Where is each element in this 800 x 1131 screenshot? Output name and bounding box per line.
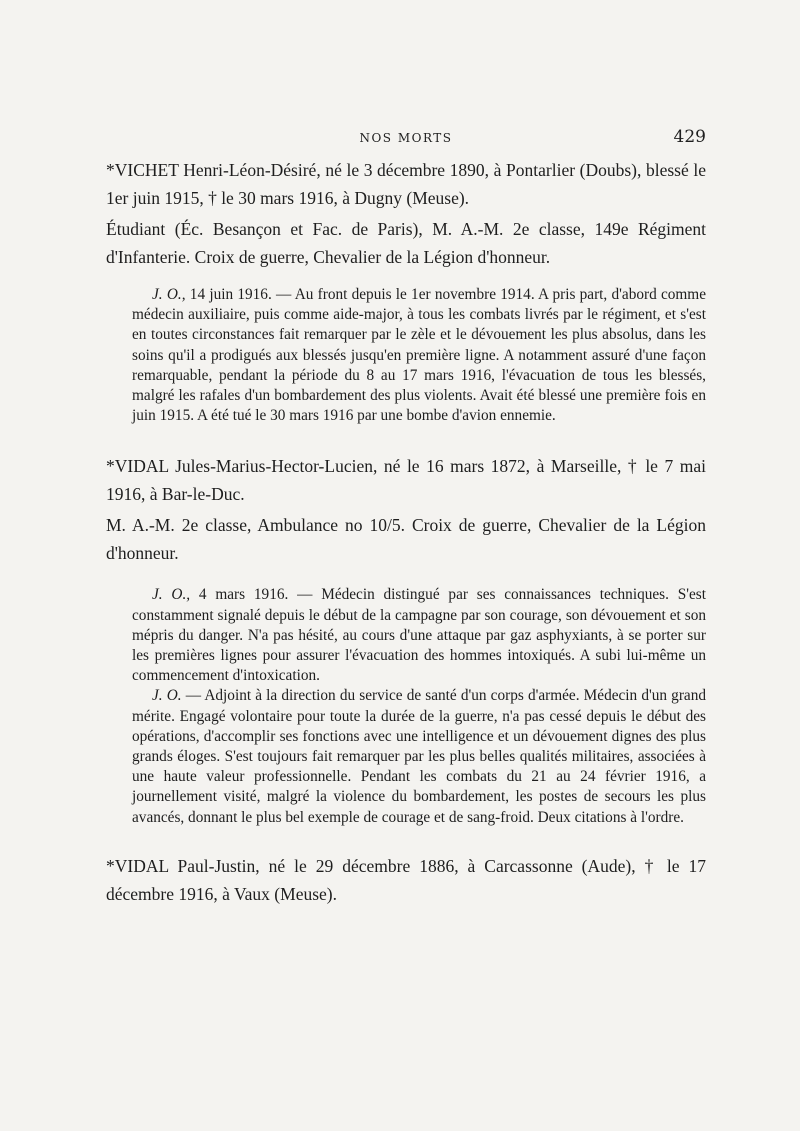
entry-heading (106, 452, 706, 508)
citation (132, 585, 706, 686)
citation (132, 285, 706, 426)
citation-source: J. O. (152, 687, 182, 705)
citation-text: — Adjoint à la direction du service de santé d'un corps d'armée. Médecin d'un grand mérite. Engagé volontaire pour toute la durée de la guerre, n'a pas cessé depuis le début des opérations, d'accomplir ses fonctions avec une intelligence et un dévouement dignes des plus grands éloges. S'est toujours fait remarquer par les plus belles qualités militaires, associées à une haute valeur professionnelle. Pendant les combats du 21 au 24 février 1916, a journellement visité, malgré la violence du bombardement, les postes de secours les plus avancés, donnant le plus bel exemple de courage et de sang-froid. Deux citations à l'ordre. (132, 687, 706, 826)
citation-source: J. O., (152, 286, 186, 303)
page-header (106, 127, 706, 153)
entry-name: *VICHET Henri-Léon-Désiré, (106, 160, 321, 180)
citation-text: 4 mars 1916. — Médecin distingué par ses connaissances techniques. S'est constamment signalé depuis le début de la campagne par son courage, son dévouement et son mépris du danger. N'a pas hésité, au cours d'une attaque par gaz asphyxiants, à se porter sur les premières lignes pour assurer l'évacuation des hommes intoxiqués. A subi lui-même un commencement d'intoxication. (132, 586, 706, 685)
entry-heading (106, 852, 706, 908)
citation-source: J. O., (152, 586, 191, 604)
entry-details: né le 3 décembre 1890, à Pontarlier (Doubs), blessé le 1er juin 1915, † le 30 mars 1916, à Dugny (Meuse). (106, 160, 706, 208)
citation-text: 14 juin 1916. — Au front depuis le 1er novembre 1914. A pris part, d'abord comme médecin auxiliaire, puis comme aide-major, à tous les combats livrés par le régiment, et s'est en toutes circonstances fait remarquer par le zèle et le dévouement les plus absolus, dans les soins qu'il a prodigués aux blessés jusqu'en première ligne. A notamment assuré d'une façon remarquable, pendant la période du 8 au 17 mars 1916, l'évacuation de tous les blessés, malgré les rafales d'un bombardement des plus violents. Avait été blessé une première fois en juin 1915. A été tué le 30 mars 1916 par une bombe d'avion ennemie. (132, 286, 706, 425)
citation (132, 686, 706, 827)
entry-heading (106, 156, 706, 212)
entry-description: Étudiant (Éc. Besançon et Fac. de Paris), M. A.-M. 2e classe, 149e Régiment d'Infanterie. Croix de guerre, Chevalier de la Légion d'honneur. (106, 219, 706, 267)
entry-details: né le 16 mars 1872, à Marseille, † le 7 mai 1916, à Bar-le-Duc. (106, 456, 706, 505)
entry-details: né le 29 décembre 1886, à Carcassonne (Aude), † le 17 décembre 1916, à Vaux (Meuse). (106, 855, 707, 904)
entry-name: *VIDAL Paul-Justin, (106, 855, 260, 876)
page-body (106, 156, 706, 908)
entry-name: *VIDAL Jules-Marius-Hector-Lucien, (106, 456, 378, 477)
running-title: NOS MORTS (359, 131, 453, 145)
entry-description: M. A.-M. 2e classe, Ambulance no 10/5. Croix de guerre, Chevalier de la Légion d'honneur. (106, 515, 706, 564)
page-number: 429 (673, 127, 706, 147)
